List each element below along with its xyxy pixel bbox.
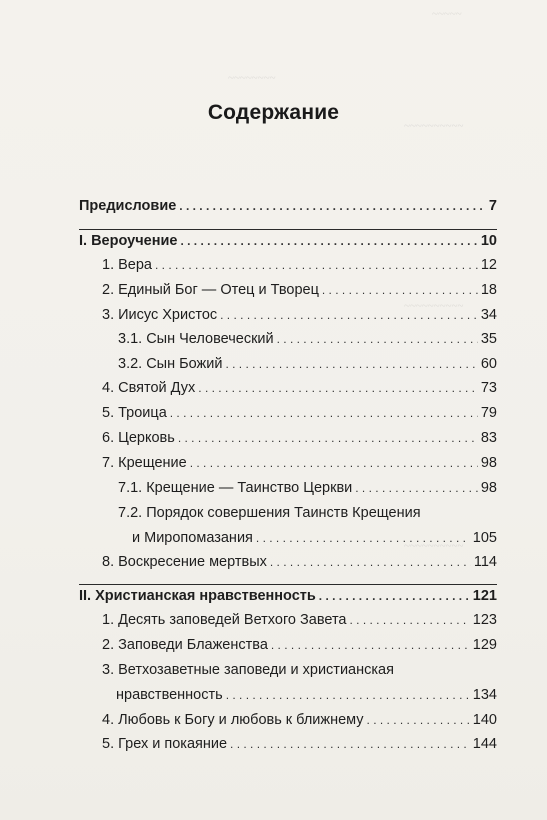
toc-entry-label: 4. Святой Дух	[102, 380, 196, 396]
toc-entry-label: 2. Заповеди Блаженства	[102, 637, 268, 653]
toc-entry-label: I. Вероучение	[79, 233, 178, 249]
toc-entry[interactable]	[118, 331, 497, 348]
toc-page-number: 34	[480, 307, 497, 323]
toc-entry-label[interactable]: 7.2. Порядок совершения Таинств Крещения	[118, 505, 421, 521]
leader-dots	[319, 588, 470, 605]
leader-dots	[178, 430, 478, 447]
leader-dots	[367, 712, 470, 729]
toc-entry[interactable]	[102, 307, 497, 324]
leader-dots	[190, 455, 478, 472]
leader-dots	[155, 257, 478, 274]
toc-entry-label-continued: нравственность	[116, 687, 223, 703]
toc-page-number: 121	[472, 588, 497, 604]
leader-dots	[220, 307, 478, 324]
section-divider	[79, 229, 497, 230]
toc-page-number: 105	[472, 530, 497, 546]
toc-entry-label: 8. Воскресение мертвых	[102, 554, 267, 570]
toc-entry[interactable]	[118, 356, 497, 373]
leader-dots	[322, 282, 478, 299]
toc-page-number: 12	[480, 257, 497, 273]
toc-entry[interactable]	[102, 637, 497, 654]
leader-dots	[277, 331, 478, 348]
toc-entry[interactable]	[132, 530, 497, 547]
leader-dots	[225, 356, 477, 373]
toc-entry[interactable]	[102, 380, 497, 397]
toc-page-number: 60	[480, 356, 497, 372]
toc-page-number: 83	[480, 430, 497, 446]
toc-page-number: 134	[472, 687, 497, 703]
toc-entry-label: Предисловие	[79, 198, 177, 214]
leader-dots	[179, 198, 486, 215]
toc-entry-label: 6. Церковь	[102, 430, 175, 446]
toc-entry[interactable]	[102, 554, 497, 571]
toc-entry[interactable]	[102, 455, 497, 472]
toc-entry-label: II. Христианская нравственность	[79, 588, 316, 604]
toc-entry[interactable]	[79, 233, 497, 250]
toc-entry-label: 7.1. Крещение — Таинство Церкви	[118, 480, 353, 496]
leader-dots	[230, 736, 470, 753]
toc-page-number: 98	[480, 480, 497, 496]
toc-page-number: 73	[480, 380, 497, 396]
leader-dots	[355, 480, 478, 497]
toc-entry[interactable]	[102, 430, 497, 447]
toc-page-number: 129	[472, 637, 497, 653]
bleed-through-text: ~~~~~~~~~~	[404, 540, 464, 552]
leader-dots	[170, 405, 478, 422]
bleed-through-text: ~~~~~~~~~~	[404, 300, 464, 312]
toc-page-number: 35	[480, 331, 497, 347]
toc-entry-label[interactable]: 3. Ветхозаветные заповеди и христианская	[102, 662, 394, 678]
toc-entry-label: 4. Любовь к Богу и любовь к ближнему	[102, 712, 364, 728]
toc-entry-label: 5. Грех и покаяние	[102, 736, 228, 752]
toc-entry-label-continued: и Миропомазания	[132, 530, 253, 546]
toc-page-number: 98	[480, 455, 497, 471]
toc-entry-label: 7. Крещение	[102, 455, 187, 471]
toc-page-number: 144	[472, 736, 497, 752]
toc-entry-label: 1. Десять заповедей Ветхого Завета	[102, 612, 347, 628]
leader-dots	[198, 380, 478, 397]
toc-page-number: 10	[480, 233, 497, 249]
toc-entry[interactable]	[118, 480, 497, 497]
toc-entry[interactable]	[102, 612, 497, 629]
toc-entry[interactable]	[102, 257, 497, 274]
toc-entry-label: 2. Единый Бог — Отец и Творец	[102, 282, 319, 298]
leader-dots	[350, 612, 470, 629]
leader-dots	[180, 233, 477, 250]
leader-dots	[270, 554, 471, 571]
toc-entry[interactable]	[116, 687, 497, 704]
toc-entry-label: 3. Иисус Христос	[102, 307, 218, 323]
toc-page-number: 18	[480, 282, 497, 298]
toc-entry-label: 5. Троица	[102, 405, 167, 421]
page-title: Содержание	[207, 101, 340, 124]
toc-page-number: 79	[480, 405, 497, 421]
toc-page-number: 140	[472, 712, 497, 728]
toc-page-number: 123	[472, 612, 497, 628]
toc-entry[interactable]	[102, 282, 497, 299]
toc-entry[interactable]	[102, 736, 497, 753]
toc-entry[interactable]	[102, 712, 497, 729]
bleed-through-text: ~~~~~	[432, 8, 462, 20]
bleed-through-text: ~~~~~~~~	[228, 72, 276, 84]
leader-dots	[256, 530, 470, 547]
section-divider	[79, 584, 497, 585]
toc-entry[interactable]	[79, 198, 497, 215]
toc-entry[interactable]	[102, 405, 497, 422]
toc-entry[interactable]	[79, 588, 497, 605]
toc-entry-label: 3.1. Сын Человеческий	[118, 331, 274, 347]
leader-dots	[226, 687, 470, 704]
leader-dots	[271, 637, 470, 654]
bleed-through-text: ~~~~~~~~~~	[404, 120, 464, 132]
toc-entry-label: 3.2. Сын Божий	[118, 356, 223, 372]
toc-entry-label: 1. Вера	[102, 257, 152, 273]
toc-page-number: 7	[488, 198, 497, 214]
toc-page-number: 114	[473, 554, 497, 570]
